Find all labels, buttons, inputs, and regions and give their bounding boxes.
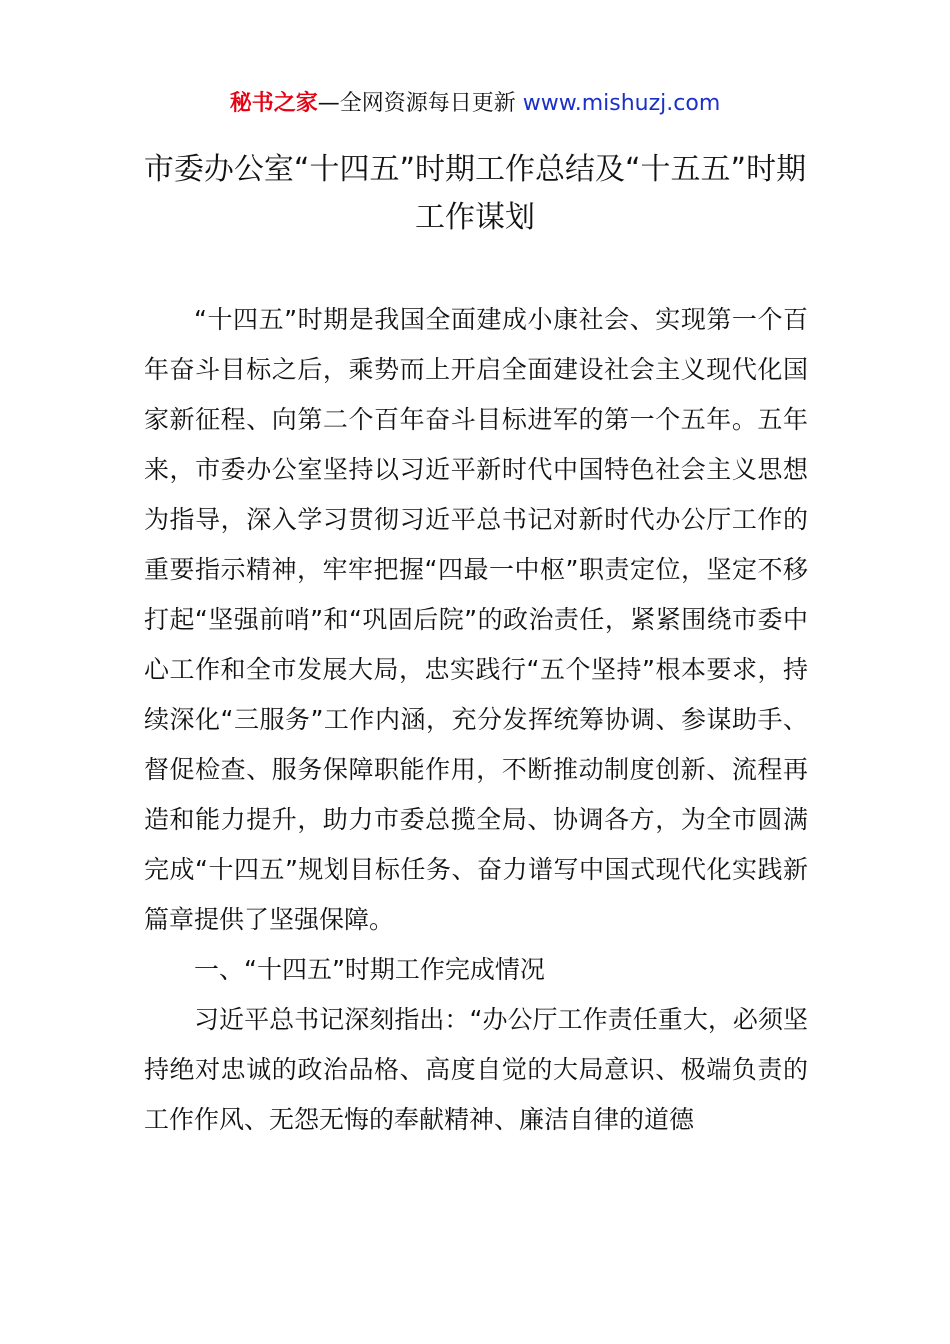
site-url-link[interactable]: www.mishuzj.com	[522, 91, 721, 116]
site-slogan: —全网资源每日更新	[317, 91, 523, 116]
site-name: 秘书之家	[229, 91, 318, 116]
document-title: 市委办公室“十四五”时期工作总结及“十五五”时期工作谋划	[143, 152, 807, 235]
section-paragraph: 习近平总书记深刻指出：“办公厅工作责任重大，必须坚持绝对忠诚的政治品格、高度自觉的大局意识、极端负责的工作作风、无怨无悔的奉献精神、廉洁自律的道德	[144, 1005, 808, 1134]
document-body	[144, 295, 808, 1145]
site-banner	[0, 88, 950, 120]
section-heading: 一、“十四五”时期工作完成情况	[194, 955, 545, 984]
intro-paragraph: “十四五”时期是我国全面建成小康社会、实现第一个百年奋斗目标之后，乘势而上开启全面建设社会主义现代化国家新征程、向第二个百年奋斗目标进军的第一个五年。五年来，市委办公室坚持以习近平新时代中国特色社会主义思想为指导，深入学习贯彻习近平总书记对新时代办公厅工作的重要指示精神，牢牢把握“四最一中枢”职责定位，坚定不移打起“坚强前哨”和“巩固后院”的政治责任，紧紧围绕市委中心工作和全市发展大局，忠实践行“五个坚持”根本要求，持续深化“三服务”工作内涵，充分发挥统筹协调、参谋助手、督促检查、服务保障职能作用，不断推动制度创新、流程再造和能力提升，助力市委总揽全局、协调各方，为全市圆满完成“十四五”规划目标任务、奋力谱写中国式现代化实践新篇章提供了坚强保障。	[144, 305, 808, 934]
